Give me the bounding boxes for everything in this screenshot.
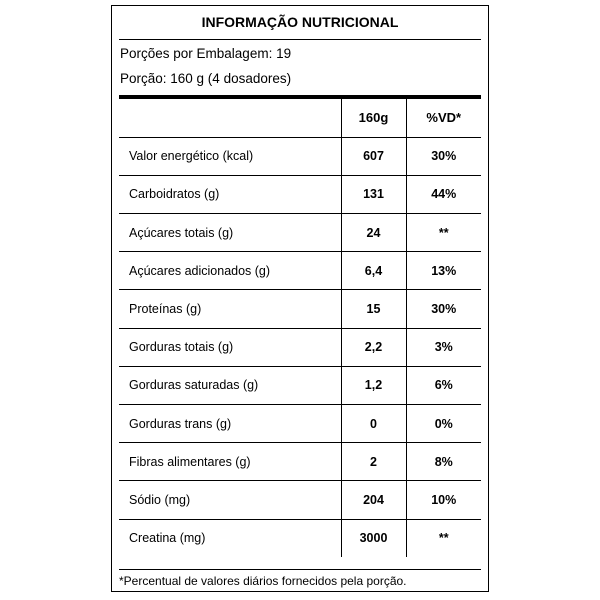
- nutrient-name: Valor energético (kcal): [119, 137, 341, 175]
- servings-per-package: Porções por Embalagem: 19: [120, 46, 292, 61]
- nutrient-name: Carboidratos (g): [119, 175, 341, 213]
- label-title: INFORMAÇÃO NUTRICIONAL: [201, 14, 399, 30]
- nutrient-daily-value: **: [406, 214, 481, 252]
- table-row: [119, 405, 481, 443]
- nutrient-name: Fibras alimentares (g): [119, 443, 341, 481]
- nutrient-quantity: 6,4: [341, 252, 406, 290]
- nutrient-quantity: 2: [341, 443, 406, 481]
- table-row: [119, 175, 481, 213]
- footer-divider: [119, 569, 481, 570]
- nutrient-name: Proteínas (g): [119, 290, 341, 328]
- table-row: [119, 252, 481, 290]
- table-row: [119, 443, 481, 481]
- nutrient-name: Gorduras trans (g): [119, 405, 341, 443]
- nutrient-daily-value: 6%: [406, 366, 481, 404]
- nutrient-quantity: 204: [341, 481, 406, 519]
- nutrient-name: Açúcares totais (g): [119, 214, 341, 252]
- table-row: [119, 328, 481, 366]
- nutrient-quantity: 24: [341, 214, 406, 252]
- nutrient-daily-value: **: [406, 519, 481, 557]
- nutrition-facts-panel: [111, 5, 489, 592]
- header-quantity-cell: 160g: [341, 99, 406, 137]
- header-name-cell: [119, 99, 341, 137]
- nutrient-daily-value: 44%: [406, 175, 481, 213]
- nutrient-daily-value: 0%: [406, 405, 481, 443]
- nutrient-quantity: 2,2: [341, 328, 406, 366]
- nutrient-daily-value: 3%: [406, 328, 481, 366]
- nutrient-daily-value: 8%: [406, 443, 481, 481]
- nutrient-name: Açúcares adicionados (g): [119, 252, 341, 290]
- nutrient-quantity: 131: [341, 175, 406, 213]
- nutrient-quantity: 15: [341, 290, 406, 328]
- nutrient-quantity: 607: [341, 137, 406, 175]
- table-row: [119, 519, 481, 557]
- nutrient-name: Gorduras totais (g): [119, 328, 341, 366]
- nutrient-daily-value: 13%: [406, 252, 481, 290]
- nutrient-quantity: 0: [341, 405, 406, 443]
- table-row: [119, 366, 481, 404]
- nutrient-daily-value: 30%: [406, 290, 481, 328]
- nutrient-daily-value: 10%: [406, 481, 481, 519]
- table-row: [119, 214, 481, 252]
- table-row: [119, 137, 481, 175]
- table-row: [119, 481, 481, 519]
- footnote: *Percentual de valores diários fornecidos pela porção.: [119, 574, 407, 588]
- nutrient-quantity: 3000: [341, 519, 406, 557]
- header-daily-value-cell: %VD*: [406, 99, 481, 137]
- nutrition-table: [119, 99, 481, 557]
- table-header-row: [119, 99, 481, 137]
- nutrient-name: Sódio (mg): [119, 481, 341, 519]
- nutrient-daily-value: 30%: [406, 137, 481, 175]
- nutrient-name: Creatina (mg): [119, 519, 341, 557]
- serving-size: Porção: 160 g (4 dosadores): [120, 71, 292, 86]
- title-divider: [119, 39, 481, 40]
- nutrient-name: Gorduras saturadas (g): [119, 366, 341, 404]
- table-row: [119, 290, 481, 328]
- nutrient-quantity: 1,2: [341, 366, 406, 404]
